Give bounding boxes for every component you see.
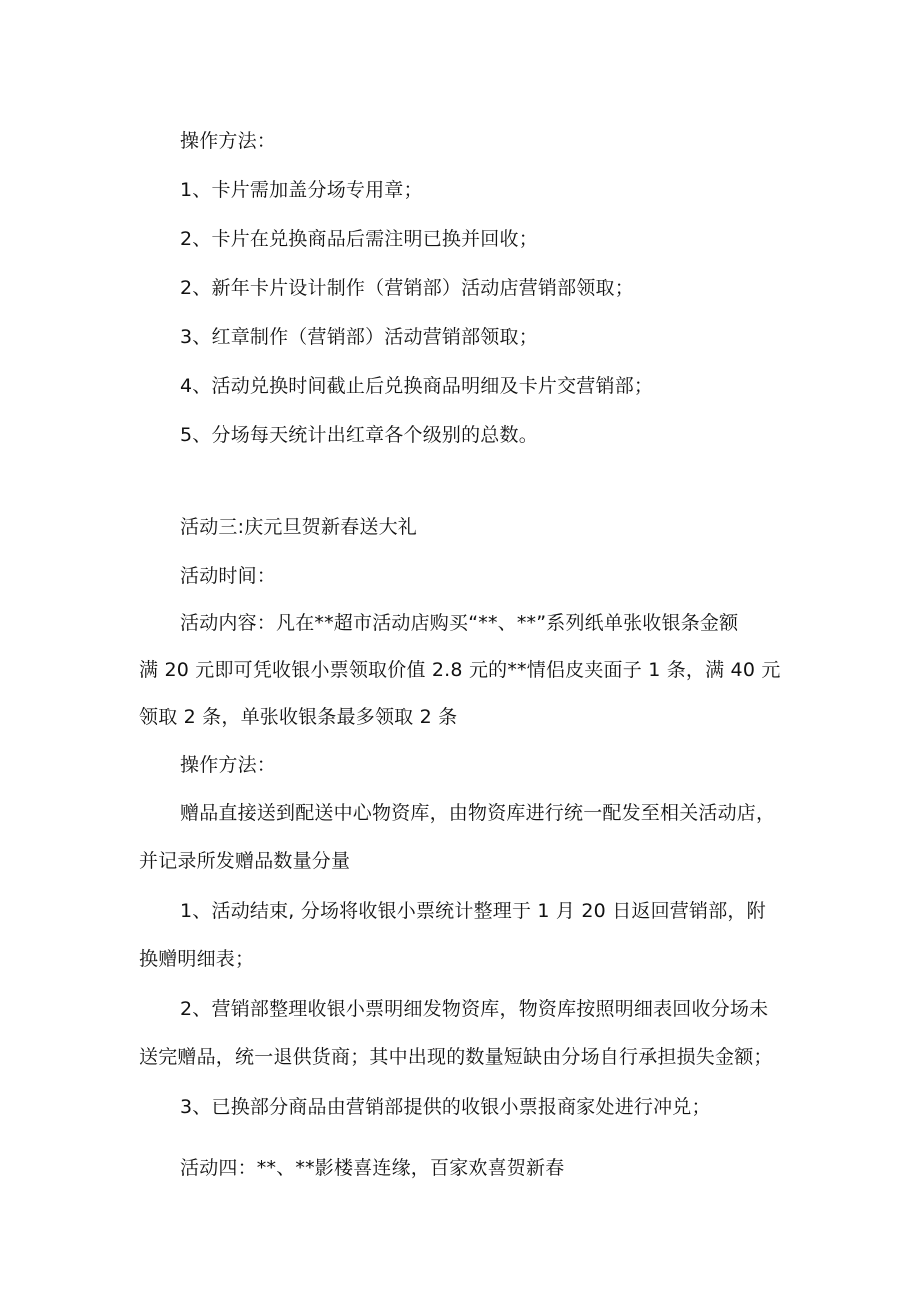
- activity-time-label: 活动时间：: [180, 565, 277, 587]
- list-item: 2、新年卡片设计制作（营销部）活动店营销部领取；: [180, 277, 634, 299]
- list-item: 3、已换部分商品由营销部提供的收银小票报商家处进行冲兑；: [180, 1096, 711, 1118]
- section-heading-activity-3: 活动三:庆元旦贺新春送大礼: [180, 516, 418, 538]
- list-item: 3、红章制作（营销部）活动营销部领取；: [180, 326, 538, 348]
- list-item: 5、分场每天统计出红章各个级别的总数。: [180, 424, 538, 446]
- activity-content-line: 领取 2 条，单张收银条最多领取 2 条: [139, 706, 458, 728]
- paragraph-line: 赠品直接送到配送中心物资库，由物资库进行统一配发至相关活动店，: [180, 802, 776, 824]
- section-heading-activity-4: 活动四：**、**影楼喜连缘，百家欢喜贺新春: [180, 1157, 565, 1179]
- list-item-continuation: 送完赠品，统一退供货商；其中出现的数量短缺由分场自行承担损失金额；: [139, 1046, 773, 1068]
- heading-operation-method-2: 操作方法：: [180, 754, 277, 776]
- list-item: 2、卡片在兑换商品后需注明已换并回收；: [180, 228, 538, 250]
- list-item: 1、卡片需加盖分场专用章；: [180, 179, 423, 201]
- heading-operation-method-1: 操作方法：: [180, 130, 277, 152]
- list-item-continuation: 换赠明细表；: [139, 948, 255, 970]
- activity-content-line: 满 20 元即可凭收银小票领取价值 2.8 元的**情侣皮夹面子 1 条，满 40 元: [139, 659, 781, 681]
- list-item: 2、营销部整理收银小票明细发物资库，物资库按照明细表回收分场未: [180, 998, 769, 1020]
- paragraph-line: 并记录所发赠品数量分量: [139, 850, 351, 872]
- list-item: 1、活动结束, 分场将收银小票统计整理于 1 月 20 日返回营销部，附: [180, 900, 766, 922]
- list-item: 4、活动兑换时间截止后兑换商品明细及卡片交营销部；: [180, 375, 654, 397]
- activity-content-line: 活动内容：凡在**超市活动店购买“**、**”系列纸单张收银条金额: [180, 612, 739, 634]
